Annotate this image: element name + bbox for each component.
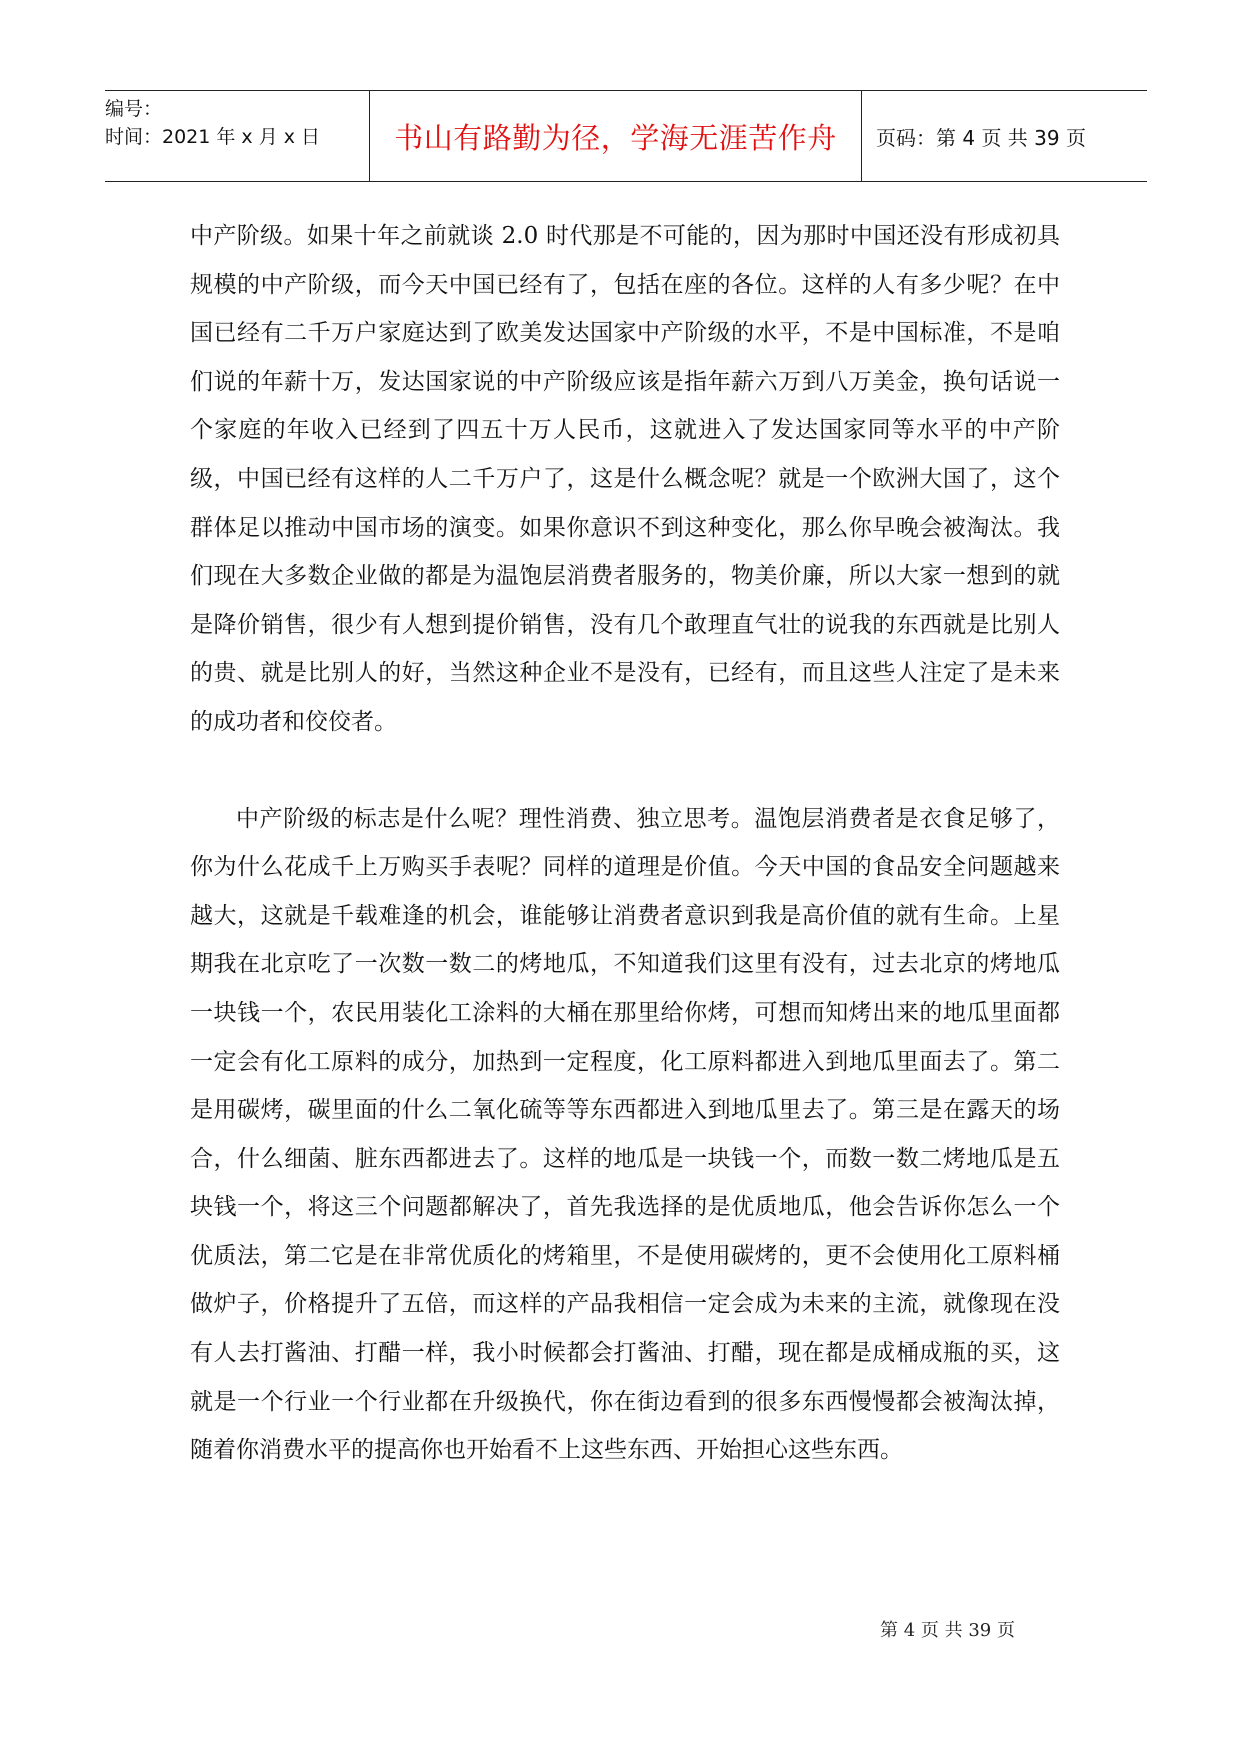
header-page-info: 页码：第 4 页 共 39 页 xyxy=(876,125,1086,150)
header-meta-cell xyxy=(105,91,370,181)
header-motto-cell xyxy=(370,91,862,181)
serial-label: 编号： xyxy=(105,98,163,120)
paragraph-1: 中产阶级。如果十年之前就谈 2.0 时代那是不可能的，因为那时中国还没有形成初具规模的中产阶级，而今天中国已经有了，包括在座的各位。这样的人有多少呢？在中国已经有二千万户家庭达到了欧美发达国家中产阶级的水平，不是中国标准，不是咱们说的年薪十万，发达国家说的中产阶级应该是指年薪六万到八万美金，换句话说一个家庭的年收入已经到了四五十万人民币，这就进入了发达国家同等水平的中产阶级，中国已经有这样的人二千万户了，这是什么概念呢？就是一个欧洲大国了，这个群体足以推动中国市场的演变。如果你意识不到这种变化，那么你早晚会被淘汰。我们现在大多数企业做的都是为温饱层消费者服务的，物美价廉，所以大家一想到的就是降价销售，很少有人想到提价销售，没有几个敢理直气壮的说我的东西就是比别人的贵、就是比别人的好，当然这种企业不是没有，已经有，而且这些人注定了是未来的成功者和佼佼者。 xyxy=(190,223,1060,735)
time-label: 时间：2021 年 x 月 x 日 xyxy=(105,126,321,148)
page-footer: 第 4 页 共 39 页 xyxy=(880,1620,1015,1641)
motto-text: 书山有路勤为径，学海无涯苦作舟 xyxy=(394,120,837,155)
document-body xyxy=(190,212,1060,1475)
page-header xyxy=(105,90,1147,182)
paragraph-2: 中产阶级的标志是什么呢？理性消费、独立思考。温饱层消费者是衣食足够了，你为什么花成千上万购买手表呢？同样的道理是价值。今天中国的食品安全问题越来越大，这就是千载难逢的机会，谁能够让消费者意识到我是高价值的就有生命。上星期我在北京吃了一次数一数二的烤地瓜，不知道我们这里有没有，过去北京的烤地瓜一块钱一个，农民用装化工涂料的大桶在那里给你烤，可想而知烤出来的地瓜里面都一定会有化工原料的成分，加热到一定程度，化工原料都进入到地瓜里面去了。第二是用碳烤，碳里面的什么二氧化硫等等东西都进入到地瓜里去了。第三是在露天的场合，什么细菌、脏东西都进去了。这样的地瓜是一块钱一个，而数一数二烤地瓜是五块钱一个，将这三个问题都解决了，首先我选择的是优质地瓜，他会告诉你怎么一个优质法，第二它是在非常优质化的烤箱里，不是使用碳烤的，更不会使用化工原料桶做炉子，价格提升了五倍，而这样的产品我相信一定会成为未来的主流，就像现在没有人去打酱油、打醋一样，我小时候都会打酱油、打醋，现在都是成桶成瓶的买，这就是一个行业一个行业都在升级换代，你在街边看到的很多东西慢慢都会被淘汰掉，随着你消费水平的提高你也开始看不上这些东西、开始担心这些东西。 xyxy=(190,805,1060,1464)
header-page-cell xyxy=(862,91,1147,181)
